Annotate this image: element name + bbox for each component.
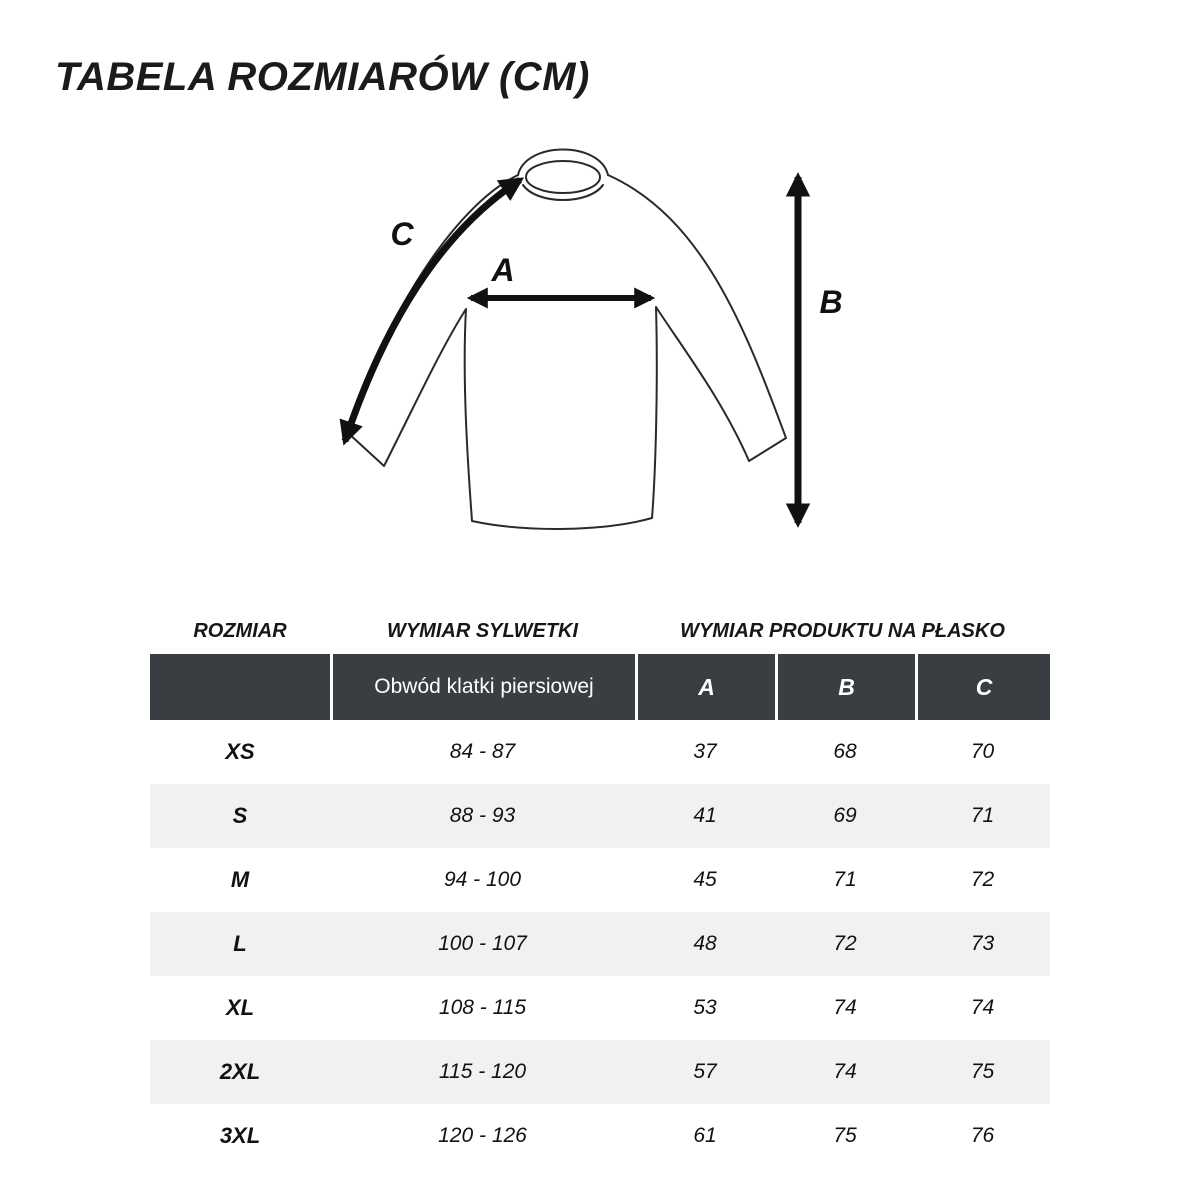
a-cell: 61 <box>693 1124 717 1147</box>
a-cell: 37 <box>693 740 717 763</box>
a-cell: 45 <box>693 868 717 891</box>
b-cell: 69 <box>833 804 857 827</box>
chest-cell: 108 - 115 <box>438 996 527 1019</box>
garment-outline <box>347 150 786 529</box>
chest-cell: 100 - 107 <box>438 932 527 955</box>
measure-label-c: C <box>390 216 414 252</box>
collar-opening <box>526 161 600 193</box>
table-row <box>150 784 1050 848</box>
table-row <box>150 1040 1050 1104</box>
b-cell: 72 <box>833 932 857 955</box>
group-header-wymiar-sylwetki: WYMIAR SYLWETKI <box>386 619 579 642</box>
b-cell: 75 <box>833 1124 857 1147</box>
a-cell: 53 <box>693 996 717 1019</box>
a-cell: 41 <box>693 804 717 827</box>
chest-cell: 120 - 126 <box>438 1124 527 1147</box>
size-cell: L <box>233 931 247 956</box>
group-header-rozmiar: ROZMIAR <box>193 619 287 642</box>
chest-cell: 94 - 100 <box>443 868 522 891</box>
table-header-row <box>150 654 1050 720</box>
a-cell: 48 <box>693 932 717 955</box>
size-cell: S <box>232 803 248 828</box>
b-cell: 71 <box>833 868 857 891</box>
table-row <box>150 976 1050 1040</box>
b-cell: 68 <box>833 740 857 763</box>
measure-label-a: A <box>491 252 515 288</box>
size-table <box>150 608 1050 1168</box>
measure-label-b: B <box>819 284 843 320</box>
table-row <box>150 1104 1050 1168</box>
chest-cell: 88 - 93 <box>449 804 516 827</box>
size-cell: 3XL <box>219 1123 261 1148</box>
measure-arrow-c <box>345 180 520 441</box>
collar-outer <box>518 150 608 176</box>
header-cell-c: C <box>915 654 1050 720</box>
chest-cell: 115 - 120 <box>438 1060 527 1083</box>
header-cell-empty <box>150 654 330 720</box>
a-cell: 57 <box>693 1060 717 1083</box>
size-cell: XS <box>225 739 255 764</box>
header-cell-chest: Obwód klatki piersiowej <box>330 654 635 720</box>
c-cell: 75 <box>970 1060 995 1083</box>
table-row <box>150 848 1050 912</box>
table-group-headers <box>150 608 1050 654</box>
page-title: TABELA ROZMIARÓW (CM) <box>55 55 590 99</box>
c-cell: 74 <box>970 996 995 1019</box>
header-cell-b: B <box>775 654 915 720</box>
b-cell: 74 <box>833 1060 857 1083</box>
c-cell: 71 <box>970 804 995 827</box>
garment-size-diagram <box>290 135 870 585</box>
size-cell: M <box>230 867 250 892</box>
c-cell: 73 <box>970 932 995 955</box>
size-cell: XL <box>225 995 255 1020</box>
table-row <box>150 720 1050 784</box>
size-cell: 2XL <box>219 1059 261 1084</box>
b-cell: 74 <box>833 996 857 1019</box>
header-cell-a: A <box>635 654 775 720</box>
c-cell: 70 <box>970 740 995 763</box>
chest-cell: 84 - 87 <box>449 740 516 763</box>
c-cell: 72 <box>970 868 995 891</box>
c-cell: 76 <box>970 1124 995 1147</box>
group-header-wymiar-produktu: WYMIAR PRODUKTU NA PŁASKO <box>680 619 1005 642</box>
table-row <box>150 912 1050 976</box>
